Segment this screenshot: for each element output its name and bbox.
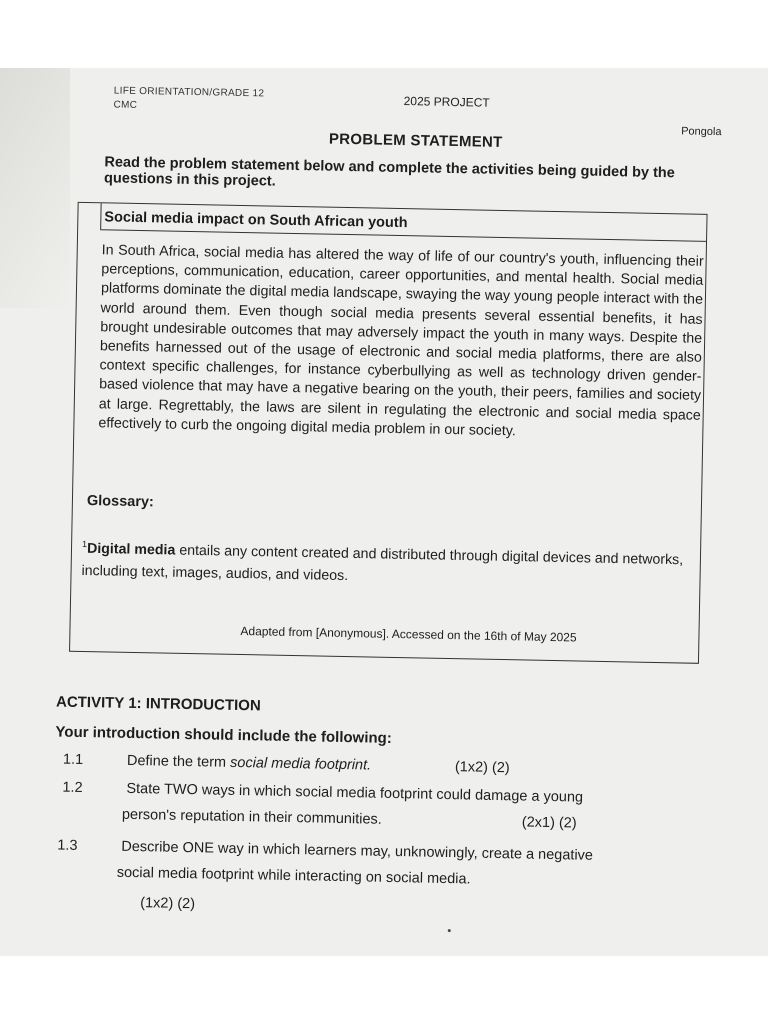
glossary-entry bbox=[81, 533, 698, 594]
problem-statement-box bbox=[69, 202, 708, 664]
question-line: person's reputation in their communities. bbox=[121, 806, 382, 828]
instruction-text: Read the problem statement below and complete the activities being guided by the questions in this project. bbox=[103, 154, 675, 190]
glossary-term: Digital media bbox=[86, 540, 176, 559]
question-line: State TWO ways in which social media footprint could damage a young bbox=[126, 780, 584, 806]
question-number: 1.2 bbox=[62, 779, 83, 797]
question-marks: (1x2) (2) bbox=[454, 759, 510, 777]
question-marks: (2x1) (2) bbox=[521, 814, 577, 832]
question-text-plain: Define the term bbox=[126, 752, 231, 771]
header-left bbox=[113, 84, 264, 115]
question-line: social media footprint while interacting on social media. bbox=[116, 864, 471, 888]
ink-speck bbox=[448, 929, 451, 932]
problem-paragraph: In South Africa, social media has altered the way of life of our country's youth, influencing their perceptions, communication, education, career opportunities, and mental health. Social media platforms dominate the digital media landscape, swaying the way young people interact with the world around them. Even though social media presents several essential benefits, it has brought undesirable outcomes that may adversely impact the youth in many ways. Despite the benefits harnessed out of the usage of electronic and social media platforms, there are also context specific challenges, for instance cyberbullying as well as technology driven gender-based violence that may have a negative bearing on the youth, their peers, families and society at large. Regrettably, the laws are silent in regulating the electronic and social media space effectively to curb the ongoing digital media problem in our society. bbox=[98, 242, 704, 440]
location-label: Pongola bbox=[681, 125, 722, 139]
subject-line: LIFE ORIENTATION/GRADE 12 bbox=[113, 85, 265, 100]
heading-divider bbox=[100, 229, 706, 242]
page-content bbox=[0, 68, 768, 956]
project-year: 2025 PROJECT bbox=[403, 94, 490, 110]
source-citation: Adapted from [Anonymous]. Accessed on the 16th of May 2025 bbox=[240, 624, 577, 645]
question-number: 1.1 bbox=[62, 751, 84, 769]
code-line: CMC bbox=[113, 99, 138, 111]
footnote-mark: 1 bbox=[82, 538, 88, 550]
question-marks: (1x2) (2) bbox=[140, 895, 196, 913]
page-title: PROBLEM STATEMENT bbox=[328, 130, 503, 151]
glossary-definition: entails any content created and distributed through digital devices and networks, including text, images, audios, and videos. bbox=[81, 542, 684, 584]
activity-subheading: Your introduction should include the following: bbox=[55, 723, 392, 747]
glossary-heading: Glossary: bbox=[86, 493, 154, 511]
question-text bbox=[127, 749, 372, 778]
heading-divider-side bbox=[100, 203, 101, 229]
question-number: 1.3 bbox=[57, 837, 78, 854]
activity-heading: ACTIVITY 1: INTRODUCTION bbox=[55, 693, 261, 715]
question-line: Describe ONE way in which learners may, unknowingly, create a negative bbox=[121, 838, 594, 864]
document-page bbox=[0, 68, 768, 956]
question-term: social media footprint. bbox=[229, 754, 372, 774]
box-heading: Social media impact on South African youth bbox=[104, 209, 408, 232]
